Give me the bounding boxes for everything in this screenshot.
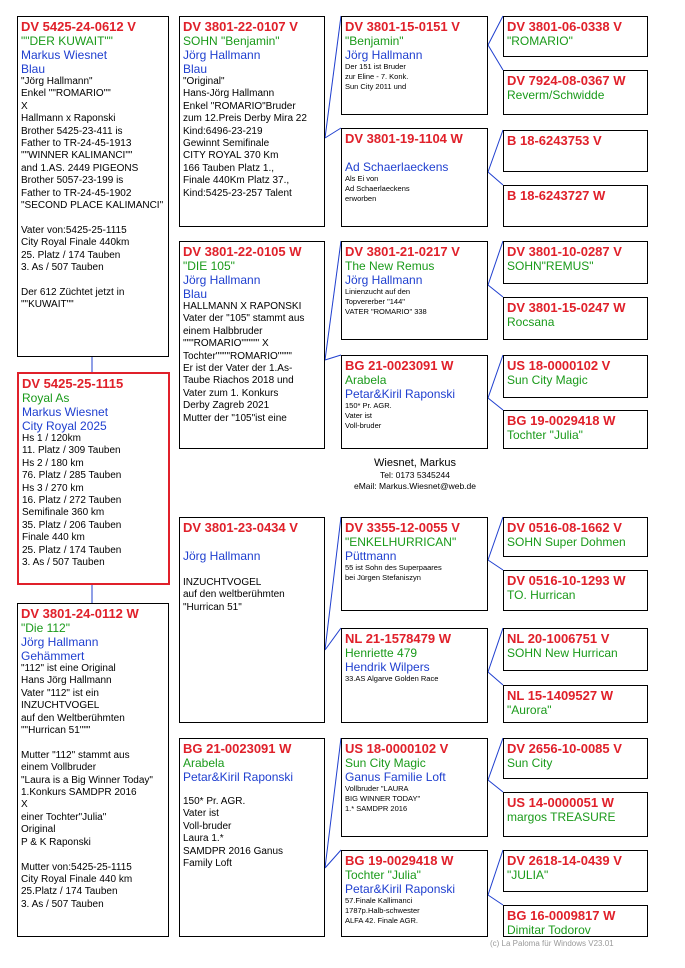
breeder: Jörg Hallmann	[183, 273, 261, 287]
ancestor-card[interactable]	[503, 297, 648, 340]
pigeon-name: "ROMARIO"	[507, 34, 573, 48]
color-label: Blau	[183, 62, 208, 76]
ring-number: BG 19-0029418 W	[345, 853, 454, 868]
pigeon-name: SOHN Super Dohmen	[507, 535, 626, 549]
ancestor-card[interactable]	[503, 70, 648, 115]
pigeon-name: Sun City Magic	[345, 756, 426, 770]
ring-number: DV 5425-24-0612 V	[21, 19, 136, 34]
breeder: Petar&Kiril Raponski	[183, 770, 294, 784]
ancestor-card[interactable]	[503, 905, 648, 937]
color-label: Blau	[21, 62, 46, 76]
ancestor-card[interactable]	[503, 570, 648, 611]
breeder: Petar&Kiril Raponski	[345, 882, 456, 896]
ring-number: NL 15-1409527 W	[507, 688, 613, 703]
ring-number: B 18-6243727 W	[507, 188, 606, 203]
ring-number: DV 2618-14-0439 V	[507, 853, 622, 868]
great-grandparent-card[interactable]	[341, 850, 488, 937]
ancestor-card[interactable]	[503, 517, 648, 557]
color-label: Blau	[183, 287, 208, 301]
ancestor-card[interactable]	[503, 185, 648, 227]
pigeon-name: Arabela	[345, 373, 387, 387]
ring-number: DV 3801-21-0217 V	[345, 244, 460, 259]
breeder-contact	[333, 457, 497, 492]
pigeon-name: Tochter "Julia"	[507, 428, 583, 442]
breeder: Hendrik Wilpers	[345, 660, 430, 674]
grandsire-maternal-card[interactable]	[179, 517, 325, 723]
ancestor-card[interactable]	[503, 355, 648, 398]
ring-number: US 18-0000102 V	[345, 741, 449, 756]
pigeon-name	[183, 535, 321, 549]
pigeon-info: HALLMANN X RAPONSKI Vater der "105" stammt aus einem Halbbruder """ROMARIO""""" X Tochter""""ROMARIO"""" Er ist der Vater der 1.As- Taube Riachos 2018 und Vater zum 1. Konkurs Derby Zagreb 2021 Mutter der "105"ist eine	[183, 301, 305, 424]
great-grandparent-card[interactable]	[341, 738, 488, 837]
great-grandparent-card[interactable]	[341, 128, 488, 227]
great-grandparent-card[interactable]	[341, 628, 488, 723]
pigeon-name: TO. Hurrican	[507, 588, 576, 602]
pigeon-name: "ENKELHURRICAN"	[345, 535, 457, 549]
pigeon-info: 150* Pr. AGR. Vater ist Voll-bruder	[345, 401, 392, 430]
pigeon-info: Vollbruder "LAURA BIG WINNER TODAY" 1.* SAMDPR 2016	[345, 784, 421, 813]
pigeon-name: SOHN New Hurrican	[507, 646, 618, 660]
ancestor-card[interactable]	[503, 792, 648, 837]
ring-number: US 14-0000051 W	[507, 795, 614, 810]
pigeon-name: SOHN"REMUS"	[507, 259, 594, 273]
pigeon-name: Royal As	[22, 391, 70, 405]
pigeon-info: 55 ist Sohn des Superpaares bei Jürgen Stefaniszyn	[345, 563, 442, 582]
pigeon-name: "JULIA"	[507, 868, 549, 882]
ring-number: DV 3801-15-0151 V	[345, 19, 460, 34]
granddam-maternal-card[interactable]	[179, 738, 325, 937]
pigeon-name: Dimitar Todorov	[507, 923, 591, 937]
breeder: Jörg Hallmann	[21, 635, 99, 649]
ring-number: NL 20-1006751 V	[507, 631, 610, 646]
ring-number: DV 5425-25-1115	[22, 376, 124, 391]
grandsire-paternal-card[interactable]	[179, 16, 325, 227]
ancestor-card[interactable]	[503, 685, 648, 723]
pigeon-name: Sun City Magic	[507, 373, 588, 387]
pigeon-name: The New Remus	[345, 259, 435, 273]
pigeon-name: "DIE 105"	[183, 259, 235, 273]
ring-number: BG 21-0023091 W	[345, 358, 454, 373]
pigeon-name: Tochter "Julia"	[345, 868, 421, 882]
pigeon-name: Arabela	[183, 756, 225, 770]
ancestor-card[interactable]	[503, 241, 648, 284]
pigeon-name: margos TREASURE	[507, 810, 616, 824]
ring-number: BG 21-0023091 W	[183, 741, 292, 756]
ring-number: DV 2656-10-0085 V	[507, 741, 622, 756]
granddam-paternal-card[interactable]	[179, 241, 325, 449]
ring-number: DV 0516-08-1662 V	[507, 520, 622, 535]
contact-email[interactable]: eMail: Markus.Wiesnet@web.de	[353, 481, 476, 491]
ring-number: NL 21-1578479 W	[345, 631, 451, 646]
pigeon-info: Linienzucht auf den Topvererber "144" VATER "ROMARIO" 338	[345, 287, 427, 316]
breeder: Ganus Familie Loft	[345, 770, 446, 784]
race-label: City Royal 2025	[22, 419, 107, 433]
great-grandparent-card[interactable]	[341, 517, 488, 611]
breeder: Petar&Kiril Raponski	[345, 387, 456, 401]
pigeon-name: Sun City	[507, 756, 553, 770]
pigeon-name: Reverm/Schwidde	[507, 88, 605, 102]
ring-number: DV 3801-15-0247 W	[507, 300, 626, 315]
pigeon-info: 33.AS Algarve Golden Race	[345, 674, 439, 683]
great-grandparent-card[interactable]	[341, 16, 488, 115]
breeder: Jörg Hallmann	[345, 273, 423, 287]
ring-number: BG 16-0009817 W	[507, 908, 616, 923]
pigeon-name: SOHN "Benjamin"	[183, 34, 280, 48]
pigeon-info: INZUCHTVOGEL auf den weltberühmten "Hurrican 51"	[183, 577, 285, 613]
ring-number: DV 0516-10-1293 W	[507, 573, 626, 588]
pigeon-info: Der 151 ist Bruder zur Eline - 7. Konk. Sun City 2011 und	[345, 62, 409, 91]
pigeon-name: "Aurora"	[507, 703, 552, 717]
ring-number: B 18-6243753 V	[507, 133, 602, 148]
pigeon-info: "Original" Hans-Jörg Hallmann Enkel "ROMARIO"Bruder zum 12.Preis Derby Mira 22 Kind:6496-23-219 Gewinnt Semifinale CITY ROYAL 370 Km 166 Tauben Platz 1., Finale 440Km Platz 37., Kind:5425-23-257 Talent	[183, 76, 307, 199]
ring-number: DV 3801-24-0112 W	[21, 606, 139, 621]
ancestor-card[interactable]	[503, 410, 648, 449]
ancestor-card[interactable]	[503, 850, 648, 892]
ancestor-card[interactable]	[503, 738, 648, 779]
pigeon-info: 57.Finale Kallimanci 1787p.Halb-schwester ALFA 42. Finale AGR.	[345, 896, 420, 925]
breeder: Ad Schaerlaeckens	[345, 160, 449, 174]
breeder: Jörg Hallmann	[183, 48, 261, 62]
pigeon-info: "112" ist eine Original Hans Jörg Hallmann Vater "112" ist ein INZUCHTVOGEL auf den Weltberühmten ""Hurrican 51""" Mutter "112" stammt aus einem Vollbruder "Laura is a Big Winner Today" 1.Konkurs SAMDPR 2016 X einer Tochter"Julia" Original P & K Raponski Mutter von:5425-25-1115 City Royal Finale 440 km 25.Platz / 174 Tauben 3. As / 507 Tauben	[21, 663, 153, 910]
great-grandparent-card[interactable]	[341, 355, 488, 449]
ring-number: DV 3355-12-0055 V	[345, 520, 460, 535]
color-label: Gehämmert	[21, 649, 85, 663]
ring-number: DV 3801-10-0287 V	[507, 244, 622, 259]
ring-number: DV 3801-22-0107 V	[183, 19, 298, 34]
pigeon-name: ""DER KUWAIT""	[21, 34, 113, 48]
ring-number: DV 7924-08-0367 W	[507, 73, 626, 88]
copyright-footer: (c) La Paloma für Windows V23.01	[490, 939, 614, 948]
breeder: Markus Wiesnet	[22, 405, 109, 419]
breeder: Püttmann	[345, 549, 397, 563]
breeder: Jörg Hallmann	[183, 549, 261, 563]
ring-number: BG 19-0029418 W	[507, 413, 616, 428]
pigeon-info: Hs 1 / 120km 11. Platz / 309 Tauben Hs 2 / 180 km 76. Platz / 285 Tauben Hs 3 / 270 km 16. Platz / 272 Tauben Semifinale 360 km 35. Platz / 206 Tauben Finale 440 km 25. Platz / 174 Tauben 3. As / 507 Tauben	[22, 433, 122, 569]
dam-card[interactable]	[17, 603, 169, 937]
pigeon-info: Als Ei von Ad Schaerlaeckens erworben	[345, 174, 410, 203]
pigeon-info: 150* Pr. AGR. Vater ist Voll-bruder Laura 1.* SAMDPR 2016 Ganus Family Loft	[183, 796, 284, 870]
pigeon-name	[345, 146, 484, 160]
contact-phone: Tel: 0173 5345244	[380, 470, 450, 480]
breeder: Jörg Hallmann	[345, 48, 423, 62]
pigeon-name: "Die 112"	[21, 621, 70, 635]
ring-number: US 18-0000102 V	[507, 358, 611, 373]
great-grandparent-card[interactable]	[341, 241, 488, 340]
sire-card[interactable]	[17, 16, 169, 357]
ancestor-card[interactable]	[503, 130, 648, 172]
main-pigeon-card[interactable]	[17, 372, 170, 585]
breeder: Markus Wiesnet	[21, 48, 108, 62]
ring-number: DV 3801-19-1104 W	[345, 131, 463, 146]
pigeon-info: "Jörg Hallmann" Enkel ""ROMARIO"" X Hallmann x Raponski Brother 5425-23-411 is Father to TR-24-45-1913 ""WINNER KALIMANCI"" and 1.AS. 2449 PIGEONS Brother 5057-23-199 is Father to TR-24-45-1902 "SECOND PLACE KALIMANCI" Vater von:5425-25-1115 City Royal Finale 440km 25. Platz / 174 Tauben 3. As / 507 Tauben Der 612 Züchtet jetzt in ""KUWAIT""	[21, 76, 164, 311]
ring-number: DV 3801-23-0434 V	[183, 520, 298, 535]
contact-name: Wiesnet, Markus	[374, 457, 456, 469]
ring-number: DV 3801-22-0105 W	[183, 244, 302, 259]
ring-number: DV 3801-06-0338 V	[507, 19, 622, 34]
pigeon-name: Rocsana	[507, 315, 555, 329]
ancestor-card[interactable]	[503, 628, 648, 671]
pigeon-name: "Benjamin"	[345, 34, 404, 48]
pigeon-name: Henriette 479	[345, 646, 418, 660]
ancestor-card[interactable]	[503, 16, 648, 57]
